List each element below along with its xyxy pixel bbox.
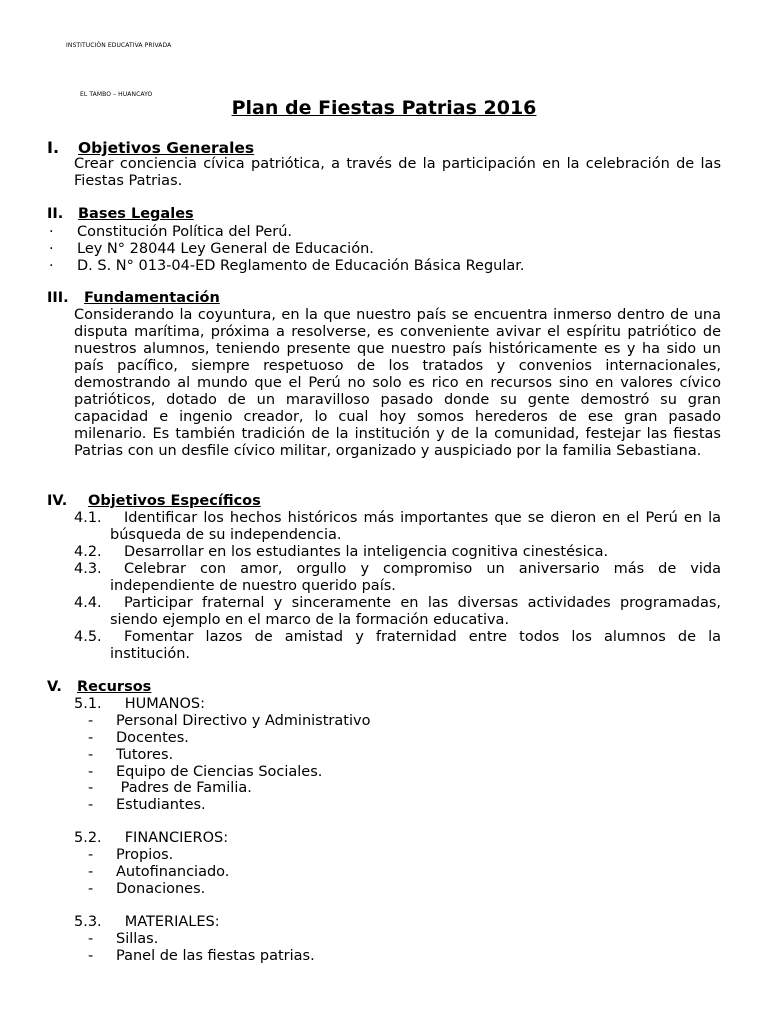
resource-item: Estudiantes. (116, 797, 206, 813)
section-heading-5 (47, 679, 151, 696)
section-label: Objetivos Generales (78, 139, 255, 157)
specific-objective-item (74, 629, 721, 663)
section-number: V. (47, 679, 62, 695)
item-number: 4.5. (74, 629, 102, 645)
item-text: Celebrar con amor, orgullo y compromiso un aniversario más de vida independiente de nuestro querido país. (110, 561, 721, 594)
item-number: 4.4. (74, 595, 102, 611)
resource-item: Donaciones. (116, 881, 206, 897)
resource-item: Tutores. (116, 747, 174, 763)
dash-icon: - (88, 931, 94, 947)
dash-icon: - (88, 764, 94, 780)
resource-item: Propios. (116, 847, 174, 863)
document-title: Plan de Fiestas Patrias 2016 (231, 97, 537, 119)
item-text: Fomentar lazos de amistad y fraternidad entre todos los alumnos de la institución. (110, 629, 721, 662)
bullet-icon: · (49, 258, 54, 274)
bullet-icon: · (49, 241, 54, 257)
item-text: Desarrollar en los estudiantes la inteligencia cognitiva cinestésica. (124, 544, 609, 560)
dash-icon: - (88, 780, 94, 796)
resource-item: Panel de las fiestas patrias. (116, 948, 315, 964)
resource-item: Sillas. (116, 931, 159, 947)
dash-icon: - (88, 747, 94, 763)
item-number: 4.3. (74, 561, 102, 577)
dash-icon: - (88, 864, 94, 880)
item-text: Participar fraternal y sinceramente en las diversas actividades programadas, siendo ejemplo en el marco de la formación educativa. (110, 595, 721, 628)
specific-objective-item (74, 510, 721, 544)
dash-icon: - (88, 730, 94, 746)
resource-subheading-financieros: 5.2. FINANCIEROS: (74, 830, 229, 846)
specific-objective-item (74, 561, 721, 595)
resource-item: Equipo de Ciencias Sociales. (116, 764, 323, 780)
legal-basis-item: Ley N° 28044 Ley General de Educación. (77, 241, 374, 257)
legal-basis-item: D. S. N° 013-04-ED Reglamento de Educación Básica Regular. (77, 258, 525, 274)
section-heading-4 (47, 493, 261, 510)
section-label: Recursos (77, 679, 152, 695)
item-text: Identificar los hechos históricos más importantes que se dieron en el Perú en la búsqueda de su independencia. (110, 510, 721, 543)
section-number: II. (47, 206, 64, 222)
resource-item: Padres de Familia. (116, 780, 252, 796)
institution-header: INSTITUCIÓN EDUCATIVA PRIVADA (66, 42, 172, 49)
dash-icon: - (88, 881, 94, 897)
section-number: III. (47, 290, 69, 306)
section-number: I. (47, 138, 60, 157)
section-heading-3 (47, 290, 220, 307)
dash-icon: - (88, 713, 94, 729)
resource-item: Docentes. (116, 730, 189, 746)
section-label: Bases Legales (78, 206, 194, 222)
resource-item: Autofinanciado. (116, 864, 230, 880)
fundamentation-text: Considerando la coyuntura, en la que nuestro país se encuentra inmerso dentro de una disputa marítima, próxima a resolverse, es conveniente avivar el espíritu patriótico de nuestros alumnos, teniendo presente que nuestro país históricamente es y ha sido un país pacífico, siempre respetuoso de los tratados y convenios internacionales, demostrando al mundo que el Perú no solo es rico en recursos sino en valores cívico patrióticos, dotado de un maravilloso pasado donde su gente demostró su gran capacidad e ingenio creador, lo cual hoy somos herederos de ese gran pasado milenario. Es también tradición de la institución y de la comunidad, festejar las fiestas Patrias con un desfile cívico militar, organizado y auspiciado por la familia Sebastiana. (74, 307, 721, 459)
dash-icon: - (88, 847, 94, 863)
item-number: 4.2. (74, 544, 102, 560)
resource-subheading-humanos: 5.1. HUMANOS: (74, 696, 206, 712)
legal-basis-item: Constitución Política del Perú. (77, 224, 293, 240)
resource-subheading-materiales: 5.3. MATERIALES: (74, 914, 220, 930)
section-heading-2 (47, 206, 194, 223)
section-label: Objetivos Específicos (88, 493, 261, 509)
dash-icon: - (88, 948, 94, 964)
dash-icon: - (88, 797, 94, 813)
bullet-icon: · (49, 224, 54, 240)
resource-item: Personal Directivo y Administrativo (116, 713, 371, 729)
item-number: 4.1. (74, 510, 102, 526)
general-objective-text: Crear conciencia cívica patriótica, a través de la participación en la celebración de las Fiestas Patrias. (74, 156, 721, 189)
section-label: Fundamentación (84, 290, 220, 306)
specific-objective-item (74, 544, 721, 561)
specific-objective-item (74, 595, 721, 629)
section-number: IV. (47, 493, 68, 509)
location-header: EL TAMBO – HUANCAYO (80, 91, 153, 98)
